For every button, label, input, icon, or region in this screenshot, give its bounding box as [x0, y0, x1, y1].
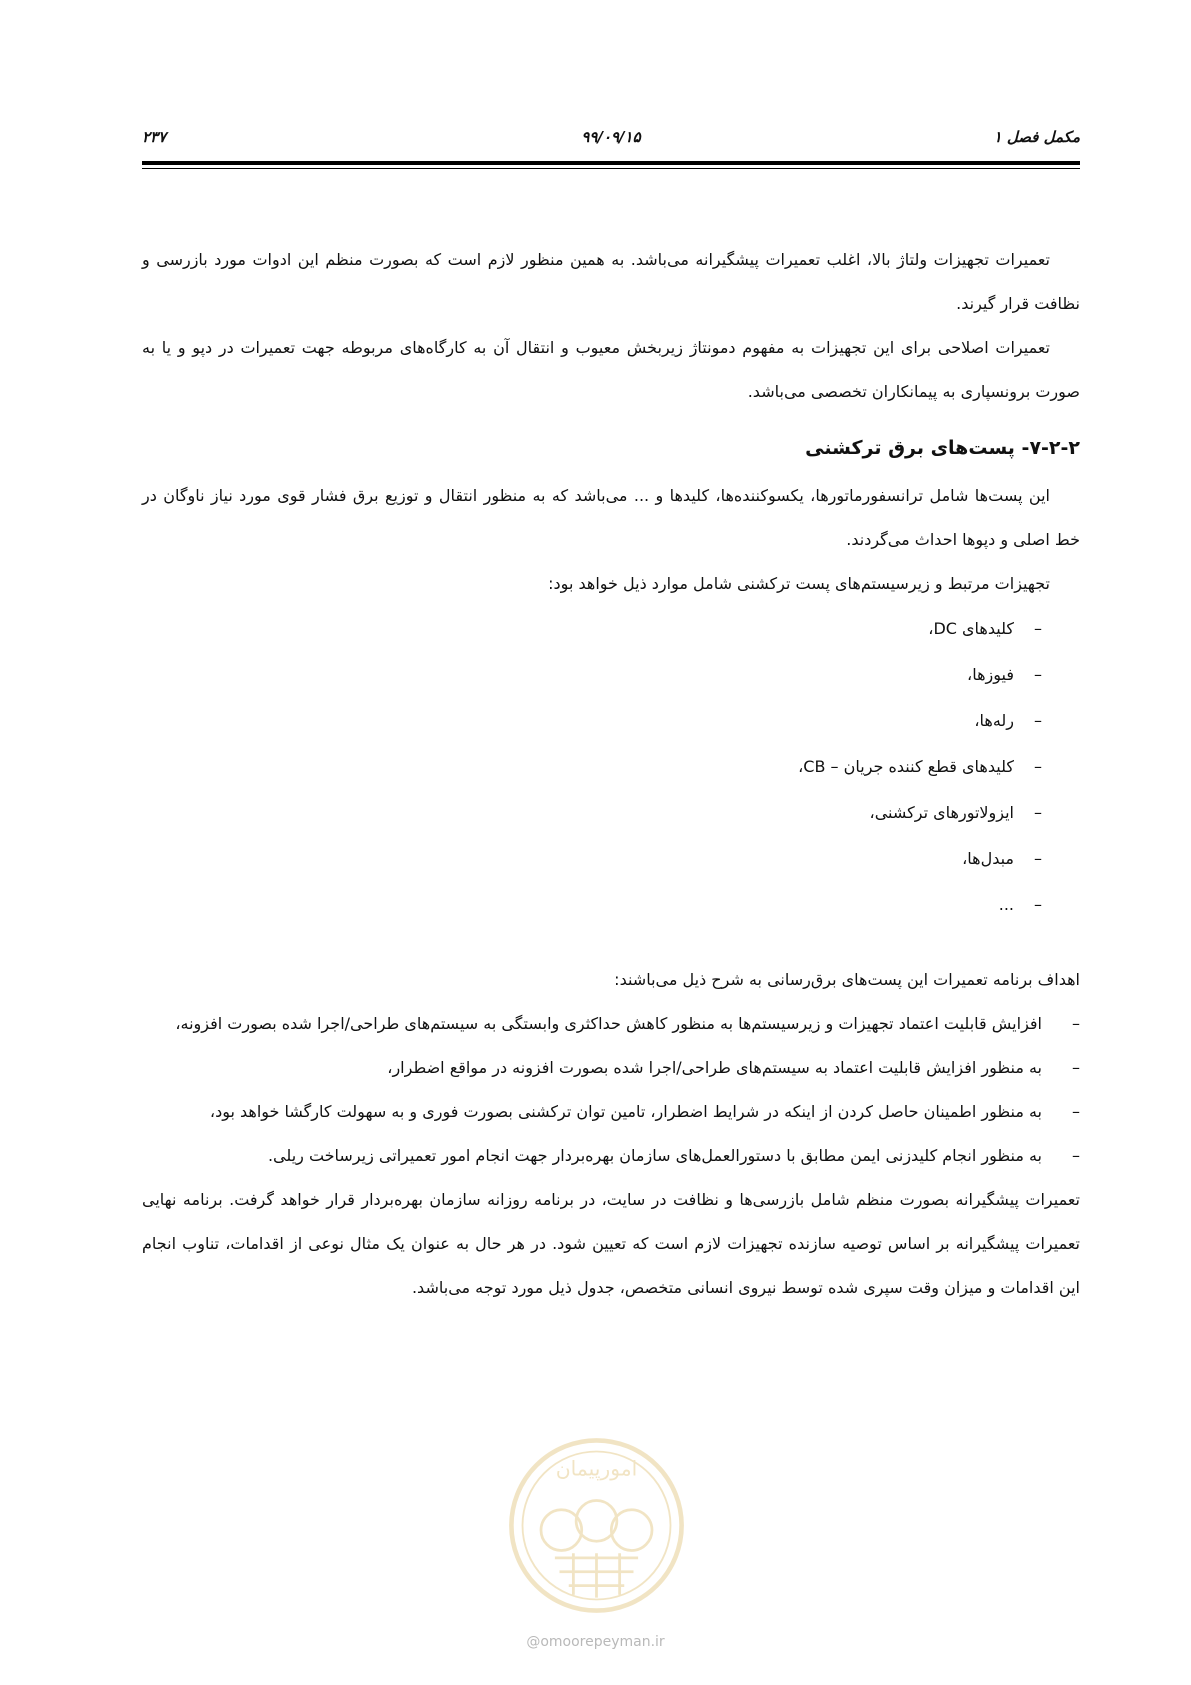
section-paragraph-2: تجهیزات مرتبط و زیرسیستم‌های پست ترکشنی شامل موارد ذیل خواهد بود:	[548, 574, 1050, 593]
chapter-title: مکمل فصل ۱	[993, 128, 1080, 146]
page-body	[142, 238, 1080, 1310]
header-rule-thin	[142, 168, 1080, 169]
list-item: – به منظور اطمینان حاصل کردن از اینکه در شرایط اضطرار، تامین توان ترکشنی بصورت فوری و به سهولت کارگشا خواهد بود،	[142, 1090, 1080, 1134]
list-item: – کلیدهای قطع کننده جریان – CB،	[142, 744, 1042, 790]
intro-paragraph-2: تعمیرات اصلاحی برای این تجهیزات به مفهوم دمونتاژ زیربخش معیوب و انتقال آن به کارگاه‌های مربوطه جهت تعمیرات در دپو و یا به صورت برونسپاری به پیمانکاران تخصصی می‌باشد.	[142, 338, 1080, 401]
header-date: ۹۹/۰۹/۱۵	[581, 128, 641, 146]
goals-list	[142, 1002, 1080, 1178]
list-item: – رله‌ها،	[142, 698, 1042, 744]
list-item: – ایزولاتورهای ترکشنی،	[142, 790, 1042, 836]
list-item: – به منظور افزایش قابلیت اعتماد به سیستم‌های طراحی/اجرا شده بصورت افزونه در مواقع اضطرار،	[142, 1046, 1080, 1090]
list-item: – مبدل‌ها،	[142, 836, 1042, 882]
watermark-stamp-icon	[504, 1433, 689, 1618]
section-paragraph-1: این پست‌ها شامل ترانسفورماتورها، یکسوکننده‌ها، کلیدها و ... می‌باشد که به منظور انتقال و توزیع برق فشار قوی مورد نیاز ناوگان در خط اصلی و دپوها احداث می‌گردند.	[142, 486, 1080, 549]
stamp-text: امورپیمان	[555, 1456, 638, 1481]
closing-paragraph: تعمیرات پیشگیرانه بصورت منظم شامل بازرسی‌ها و نظافت در سایت، در برنامه روزانه سازمان بهره‌بردار قرار خواهد گرفت. برنامه نهایی تعمیرات پیشگیرانه بر اساس توصیه سازنده تجهیزات لازم است که تعیین شود. در هر حال به عنوان یک مثال نوعی از اقدامات، تناوب انجام این اقدامات و میزان وقت سپری شده توسط نیروی انسانی متخصص، جدول ذیل مورد توجه می‌باشد.	[142, 1190, 1080, 1297]
list-item: – ...	[142, 882, 1042, 928]
intro-paragraph-1: تعمیرات تجهیزات ولتاژ بالا، اغلب تعمیرات پیشگیرانه می‌باشد. به همین منظور لازم است که بصورت منظم این ادوات مورد بازرسی و نظافت قرار گیرند.	[142, 250, 1080, 313]
header-rule-thick	[142, 161, 1080, 165]
goals-intro: اهداف برنامه تعمیرات این پست‌های برق‌رسانی به شرح ذیل می‌باشند:	[614, 970, 1080, 989]
page-number: ۲۳۷	[142, 128, 167, 146]
watermark-site: @omoorepeyman.ir	[526, 1634, 665, 1650]
list-item: – کلیدهای DC،	[142, 606, 1042, 652]
page-header	[142, 128, 1080, 154]
list-item: – به منظور انجام کلیدزنی ایمن مطابق با دستورالعمل‌های سازمان بهره‌بردار جهت انجام امور تعمیراتی زیرساخت ریلی.	[142, 1134, 1080, 1178]
equipment-list	[142, 606, 1080, 928]
list-item: – فیوزها،	[142, 652, 1042, 698]
list-item: – افزایش قابلیت اعتماد تجهیزات و زیرسیستم‌ها به منظور کاهش حداکثری وابستگی به سیستم‌های طراحی/اجرا شده بصورت افزونه،	[142, 1002, 1080, 1046]
section-heading: ۷-۲-۲- پست‌های برق ترکشنی	[805, 437, 1080, 459]
